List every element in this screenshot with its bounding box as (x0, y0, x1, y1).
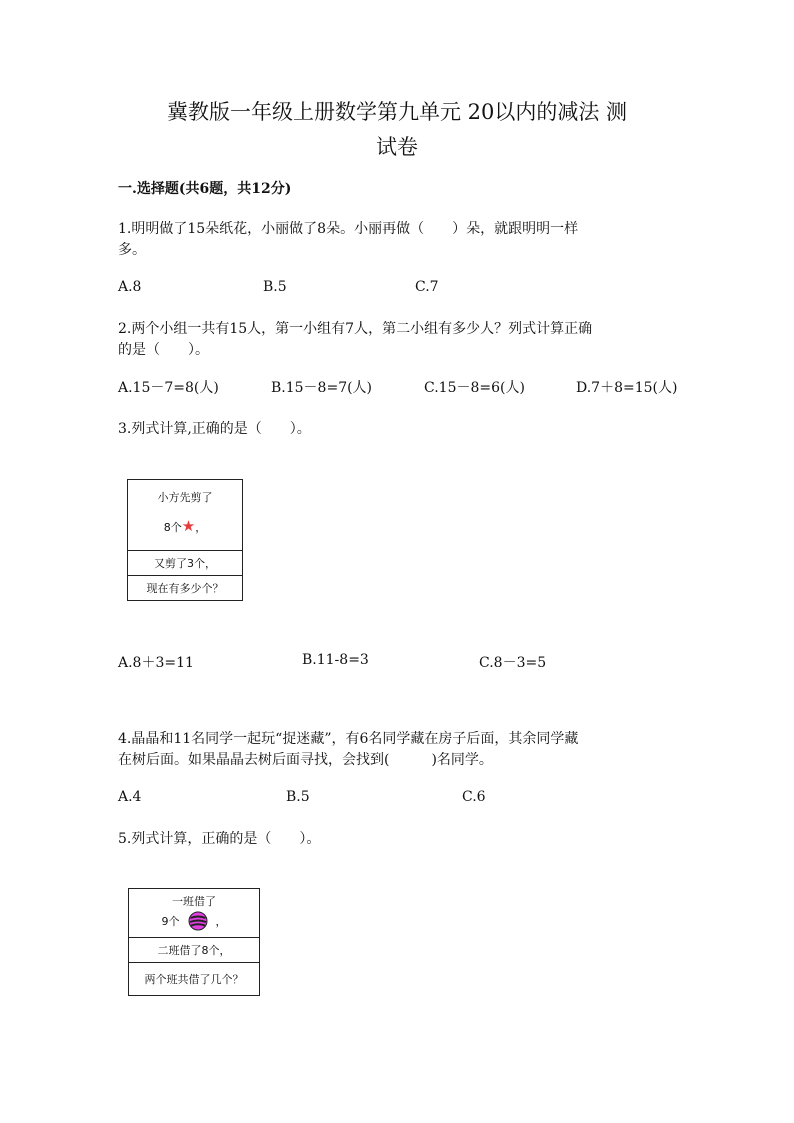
question-1-line1: 1.明明做了15朵纸花，小丽做了8朵。小丽再做（ ）朵，就跟明明一样 (118, 221, 579, 237)
question-3-option-c[interactable]: C.8－3=5 (479, 655, 547, 671)
question-3-box-row1-text: 小方先剪了 (157, 491, 213, 504)
question-2-option-a[interactable]: A.15－7=8(人) (118, 380, 219, 396)
question-3-picture-box (127, 479, 243, 601)
page-title-line1: 冀教版一年级上册数学第九单元 20以内的减法 测 (166, 100, 628, 124)
question-5-picture-box (128, 888, 260, 996)
question-2-option-c[interactable]: C.15－8=6(人) (424, 380, 525, 396)
question-1-line2: 多。 (118, 242, 146, 258)
question-2-line2: 的是（ ）。 (118, 342, 209, 358)
question-4-line1: 4.晶晶和11名同学一起玩“捉迷藏”，有6名同学藏在房子后面，其余同学藏 (118, 731, 579, 747)
question-3-box-row1b (128, 517, 242, 535)
question-1-option-c[interactable]: C.7 (415, 279, 439, 295)
question-4-option-b[interactable]: B.5 (286, 789, 310, 805)
question-2-option-d[interactable]: D.7＋8=15(人) (576, 380, 678, 396)
question-1-option-b[interactable]: B.5 (263, 279, 287, 295)
question-3-box-row3: 现在有多少个？ (128, 576, 243, 601)
section-heading: 一.选择题(共6题，共12分) (118, 181, 292, 197)
question-3-option-a[interactable]: A.8＋3=11 (118, 655, 194, 671)
question-5-line1: 5.列式计算，正确的是（ ）。 (118, 831, 321, 847)
question-5-box-comma: ， (215, 915, 227, 928)
question-3-option-b[interactable]: B.11-8=3 (302, 652, 369, 668)
question-3-box-row2: 又剪了3个， (128, 551, 243, 576)
question-5-box-row1b (129, 911, 259, 931)
question-5-box-row3: 两个班共借了几个？ (129, 963, 260, 996)
question-3-box-row1 (128, 480, 243, 551)
question-5-box-row1 (129, 889, 260, 938)
question-1-option-a[interactable]: A.8 (118, 279, 142, 295)
ball-icon (188, 911, 208, 931)
star-icon: ★ (181, 517, 196, 535)
question-5-box-row1-text: 一班借了 (172, 895, 216, 908)
question-4-line2: 在树后面。如果晶晶去树后面寻找，会找到( )名同学。 (118, 752, 493, 768)
question-2-line1: 2.两个小组一共有15人，第一小组有7人，第二小组有多少人？列式计算正确 (118, 321, 593, 337)
question-2-option-b[interactable]: B.15－8=7(人) (271, 380, 373, 396)
question-5-box-row2: 二班借了8个， (129, 938, 260, 963)
question-3-box-count: 8个 (163, 521, 182, 534)
page-title-line2: 试卷 (376, 135, 418, 159)
question-4-option-a[interactable]: A.4 (118, 789, 142, 805)
question-5-box-count: 9个 (161, 915, 180, 928)
question-3-line1: 3.列式计算,正确的是（ ）。 (118, 421, 311, 437)
question-3-box-comma: ， (195, 521, 207, 534)
question-4-option-c[interactable]: C.6 (462, 789, 486, 805)
